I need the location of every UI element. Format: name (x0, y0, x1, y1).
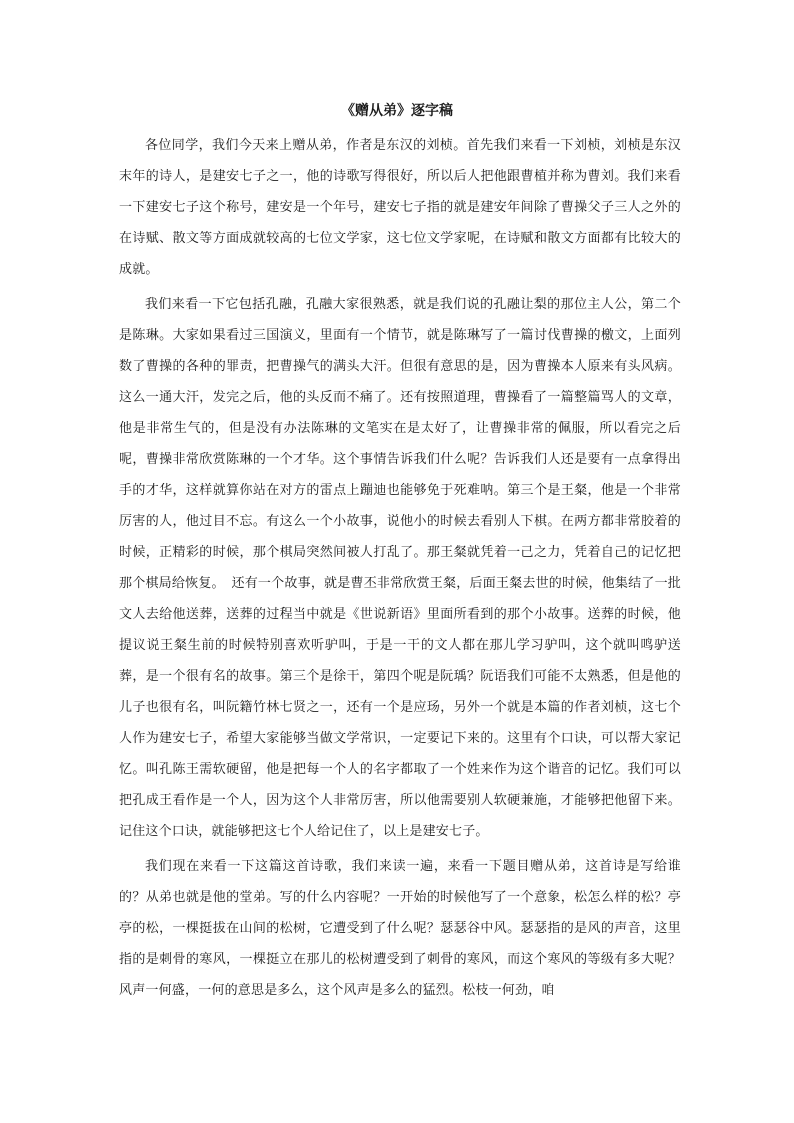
document-body (119, 130, 681, 1006)
document-title: 《赠从弟》逐字稿 (341, 103, 453, 119)
paragraph-poem-reading: 我们现在来看一下这篇这首诗歌，我们来读一遍，来看一下题目赠从弟，这首诗是写给谁的？从弟也就是他的堂弟。写的什么内容呢？一开始的时候他写了一个意象，松怎么样的松？亭亭的松，一棵挺拔在山间的松树，它遭受到了什么呢？瑟瑟谷中风。瑟瑟指的是风的声音，这里指的是刺骨的寒风，一棵挺立在那儿的松树遭受到了刺骨的寒风，而这个寒风的等级有多大呢？风声一何盛，一何的意思是多么，这个风声是多么的猛烈。松枝一何劲，咱 (119, 859, 681, 998)
paragraph-seven-scholars: 我们来看一下它包括孔融，孔融大家很熟悉，就是我们说的孔融让梨的那位主人公，第二个是陈琳。大家如果看过三国演义，里面有一个情节，就是陈琳写了一篇讨伐曹操的檄文，上面列数了曹操的各种的罪责，把曹操气的满头大汗。但很有意思的是，因为曹操本人原来有头风病。这么一通大汗，发完之后，他的头反而不痛了。还有按照道理，曹操看了一篇整篇骂人的文章，他是非常生气的，但是没有办法陈琳的文笔实在是太好了，让曹操非常的佩服，所以看完之后呢，曹操非常欣赏陈琳的一个才华。这个事情告诉我们什么呢？告诉我们人还是要有一点拿得出手的才华，这样就算你站在对方的雷点上蹦迪也能够免于死难呐。第三个是王粲，他是一个非常厉害的人，他过目不忘。有这么一个小故事，说他小的时候去看别人下棋。在两方都非常胶着的时候，正精彩的时候，那个棋局突然间被人打乱了。那王粲就凭着一己之力，凭着自己的记忆把那个棋局给恢复。 还有一个故事，就是曹丕非常欣赏王粲，后面王粲去世的时候，他集结了一批文人去给他送葬，送葬的过程当中就是《世说新语》里面所看到的那个小故事。送葬的时候，他提议说王粲生前的时候特别喜欢听驴叫，于是一干的文人都在那儿学习驴叫，这个就叫鸣驴送葬，是一个很有名的故事。第三个是徐干，第四个呢是阮瑀？阮语我们可能不太熟悉，但是他的儿子也很有名，叫阮籍竹林七贤之一，还有一个是应玚，另外一个就是本篇的作者刘桢，这七个人作为建安七子，希望大家能够当做文学常识，一定要记下来的。这里有个口诀，可以帮大家记忆。叫孔陈王需软硬留，他是把每一个人的名字都取了一个姓来作为这个谐音的记忆。我们可以把孔成王看作是一个人，因为这个人非常厉害，所以他需要别人软硬兼施，才能够把他留下来。记住这个口诀，就能够把这七个人给记住了，以上是建安七子。 (119, 297, 681, 839)
paragraph-intro: 各位同学，我们今天来上赠从弟，作者是东汉的刘桢。首先我们来看一下刘桢，刘桢是东汉末年的诗人，是建安七子之一，他的诗歌写得很好，所以后人把他跟曹植并称为曹刘。我们来看一下建安七子这个称号，建安是一个年号，建安七子指的就是建安年间除了曹操父子三人之外的在诗赋、散文等方面成就较高的七位文学家，这七位文学家呢，在诗赋和散文方面都有比较大的成就。 (119, 138, 681, 277)
